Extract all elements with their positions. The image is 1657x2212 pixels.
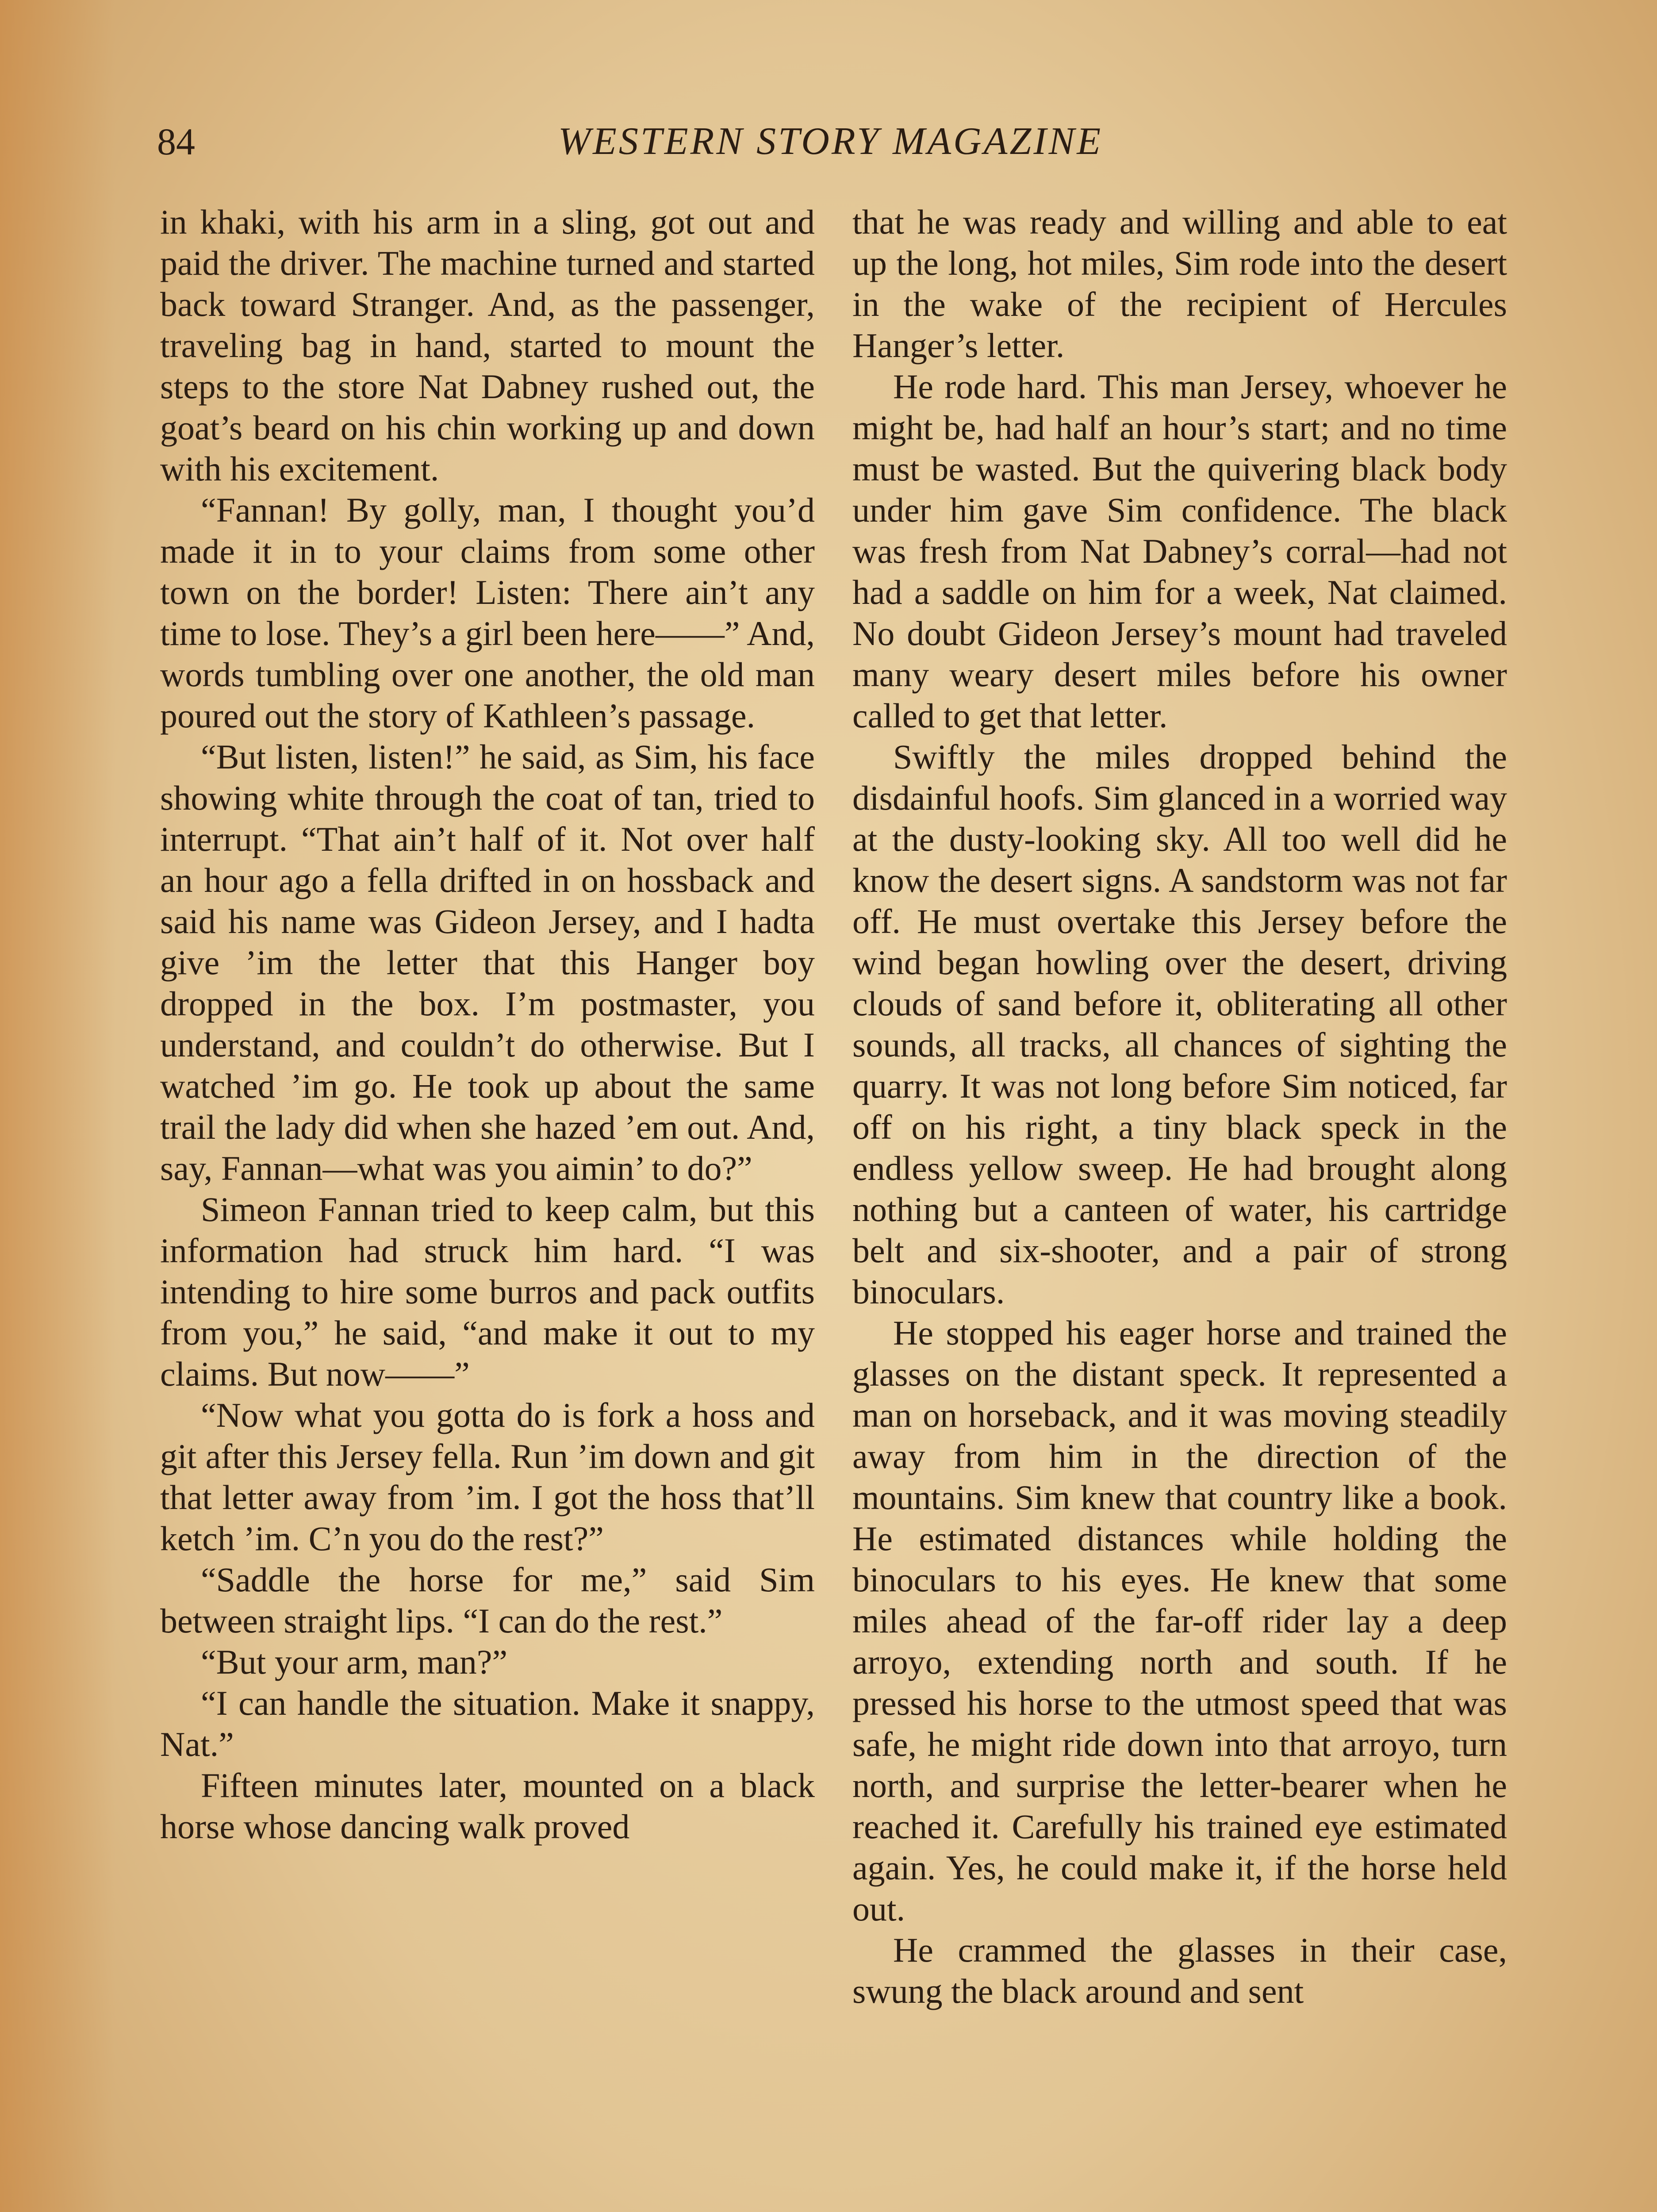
paragraph: that he was ready and willing and able to eat up the long, hot miles, Sim rode into the desert in the wake of the recipient of Hercules Hanger’s letter.	[852, 203, 1507, 365]
paragraph: “I can handle the situation. Make it snappy, Nat.”	[160, 1684, 815, 1763]
paragraph: He stopped his eager horse and trained the glasses on the distant speck. It represented a man on horseback, and it was moving steadily away from him in the direction of the mountains. Sim knew that country like a book. He estimated distances while holding the binoculars to his eyes. He knew that some miles ahead of the far-off rider lay a deep arroyo, extending north and south. If he pressed his horse to the utmost speed that was safe, he might ride down into that arroyo, turn north, and surprise the letter-bearer when he reached it. Carefully his trained eye estimated again. Yes, he could make it, if the horse held out.	[852, 1313, 1507, 1928]
running-head: WESTERN STORY MAGAZINE	[558, 120, 1103, 163]
right-column	[852, 201, 1507, 2012]
paragraph: “But listen, listen!” he said, as Sim, his face showing white through the coat of tan, tried to interrupt. “That ain’t half of it. Not over half an hour ago a fella drifted in on hossback and said his name was Gideon Jersey, and I hadta give ’im the letter that this Hanger boy dropped in the box. I’m postmaster, you understand, and couldn’t do otherwise. But I watched ’im go. He took up about the same trail the lady did when she hazed ’em out. And, say, Fannan—what was you aimin’ to do?”	[160, 737, 815, 1187]
paragraph: He crammed the glasses in their case, swung the black around and sent	[852, 1931, 1507, 2010]
paper-edge-stain-left	[0, 0, 115, 2212]
paragraph: “Now what you gotta do is fork a hoss and git after this Jersey fella. Run ’im down and git that letter away from ’im. I got the hoss that’ll ketch ’im. C’n you do the rest?”	[160, 1396, 815, 1558]
paragraph: Fifteen minutes later, mounted on a black horse whose dancing walk proved	[160, 1766, 815, 1846]
paragraph: “Fannan! By golly, man, I thought you’d made it in to your claims from some other town on the border! Listen: There ain’t any time to lose. They’s a girl been here——” And, words tumbling over one another, the old man poured out the story of Kathleen’s passage.	[160, 491, 815, 735]
page-number: 84	[157, 120, 195, 163]
paragraph: “But your arm, man?”	[201, 1643, 508, 1681]
paragraph: Simeon Fannan tried to keep calm, but this information had struck him hard. “I was intending to hire some burros and pack outfits from you,” he said, “and make it out to my claims. But now——”	[160, 1190, 815, 1393]
paragraph: “Saddle the horse for me,” said Sim between straight lips. “I can do the rest.”	[160, 1560, 815, 1640]
paragraph: Swiftly the miles dropped behind the disdainful hoofs. Sim glanced in a worried way at the dusty-looking sky. All too well did he know the desert signs. A sandstorm was not far off. He must overtake this Jersey before the wind began howling over the desert, driving clouds of sand before it, obliterating all other sounds, all tracks, all chances of sighting the quarry. It was not long before Sim noticed, far off on his right, a tiny black speck in the endless yellow sweep. He had brought along nothing but a canteen of water, his cartridge belt and six-shooter, and a pair of strong binoculars.	[852, 737, 1507, 1311]
page-header	[157, 117, 1504, 170]
left-column	[160, 201, 815, 1847]
paragraph: in khaki, with his arm in a sling, got out and paid the driver. The machine turned and started back toward Stranger. And, as the passenger, traveling bag in hand, started to mount the steps to the store Nat Dabney rushed out, the goat’s beard on his chin working up and down with his excitement.	[160, 203, 815, 488]
paragraph: He rode hard. This man Jersey, whoever he might be, had half an hour’s start; and no time must be wasted. But the quivering black body under him gave Sim confidence. The black was fresh from Nat Dabney’s corral—had not had a saddle on him for a week, Nat claimed. No doubt Gideon Jersey’s mount had traveled many weary desert miles before his owner called to get that letter.	[852, 367, 1507, 735]
